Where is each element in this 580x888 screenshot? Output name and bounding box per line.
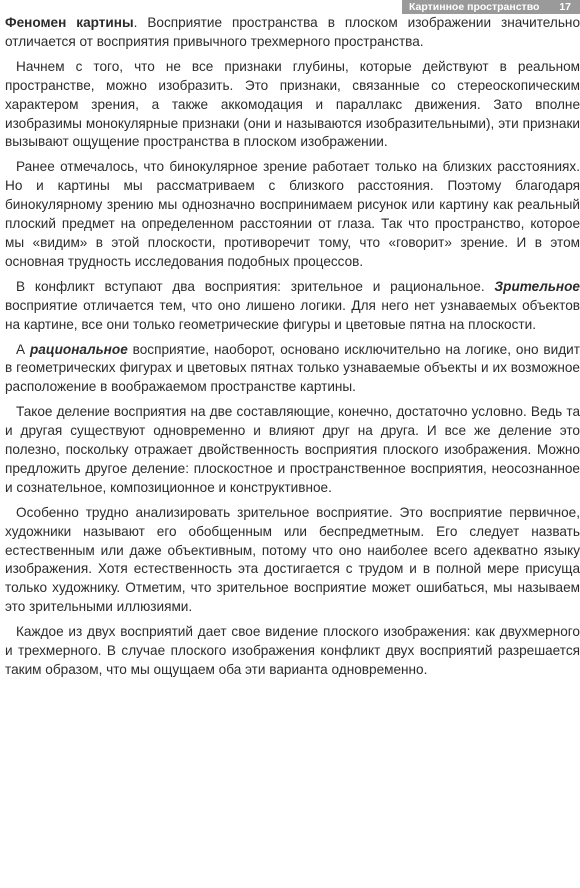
paragraph-4 bbox=[5, 278, 580, 335]
paragraph-text: восприятие, наоборот, основано исключительно на логике, оно видит в геометрических фигурах и цветовых пятнах только узнаваемые объекты и их возможное расположение в воображаемом пространстве картины. bbox=[5, 341, 580, 395]
paragraph-text: Ранее отмечалось, что бинокулярное зрение работает только на близких расстояниях. Но и картины мы рассматриваем с близкого расстояния. Поэтому благодаря бинокулярному зрению мы однозначно воспринимаем рисунок или картину как реальный плоский предмет на определенном расстоянии от глаза. Так что пространство, которое мы «видим» в этой плоскости, противоречит тому, что «говорит» зрение. И в этом основная трудность исследования подобных процессов. bbox=[5, 159, 580, 269]
paragraph-6 bbox=[5, 403, 580, 498]
paragraph-text: А bbox=[16, 341, 30, 357]
page-number: 17 bbox=[559, 1, 571, 13]
paragraph-8 bbox=[5, 623, 580, 680]
emphasis-term: рациональное bbox=[29, 341, 128, 357]
paragraph-text: Особенно трудно анализировать зрительное восприятие. Это восприятие первичное, художники называют его обобщенным или беспредметным. Его следует назвать естественным или даже объективным, потому что оно наиболее всего адекватно языку изображения. Хотя естественность эта достигается с трудом и в полной мере присуща только художнику. Отметим, что зрительное восприятие может ошибаться, мы называем это зрительными иллюзиями. bbox=[5, 504, 580, 615]
running-header bbox=[402, 0, 580, 14]
paragraph-text: Начнем с того, что не все признаки глубины, которые действуют в реальном пространстве, можно изобразить. Это признаки, связанные со стереоскопическим характером зрения, а также аккомодация и параллакс движения. Зато вполне изобразимы монокулярные признаки (они и называются изобразительными), эти признаки вызывают ощущение пространства в плоском изображении. bbox=[5, 58, 580, 150]
paragraph-3 bbox=[5, 158, 580, 271]
section-heading: Феномен картины bbox=[5, 15, 134, 30]
paragraph-text: восприятие отличается тем, что оно лишено логики. Для него нет узнаваемых объектов на картине, все они только геометрические фигуры и цветовые пятна на плоскости. bbox=[5, 297, 580, 332]
paragraph-text: . Восприятие пространства в плоском изображении значительно отличается от восприятия привычного трехмерного пространства. bbox=[5, 15, 580, 49]
paragraph-text: Такое деление восприятия на две составляющие, конечно, достаточно условно. Ведь та и другая существуют одновременно и влияют друг на друга. И все же деление это полезно, поскольку отражает двойственность восприятия плоского изображения. Можно предложить другое деление: плоскостное и пространственное восприятия, неосознанное и сознательное, композиционное и конструктивное. bbox=[5, 404, 580, 495]
paragraph-text: В конфликт вступают два восприятия: зрительное и рациональное. bbox=[16, 278, 495, 294]
emphasis-term: Зрительное bbox=[494, 278, 580, 294]
page-body bbox=[5, 14, 580, 680]
paragraph-2 bbox=[5, 58, 580, 153]
paragraph-5 bbox=[5, 341, 580, 398]
paragraph-1 bbox=[5, 14, 580, 52]
chapter-title: Картинное пространство bbox=[409, 1, 540, 13]
paragraph-text: Каждое из двух восприятий дает свое видение плоского изображения: как двухмерного и трехмерного. В случае плоского изображения конфликт двух восприятий разрешается таким образом, что мы ощущаем оба эти варианта одновременно. bbox=[5, 624, 580, 677]
paragraph-7 bbox=[5, 504, 580, 617]
